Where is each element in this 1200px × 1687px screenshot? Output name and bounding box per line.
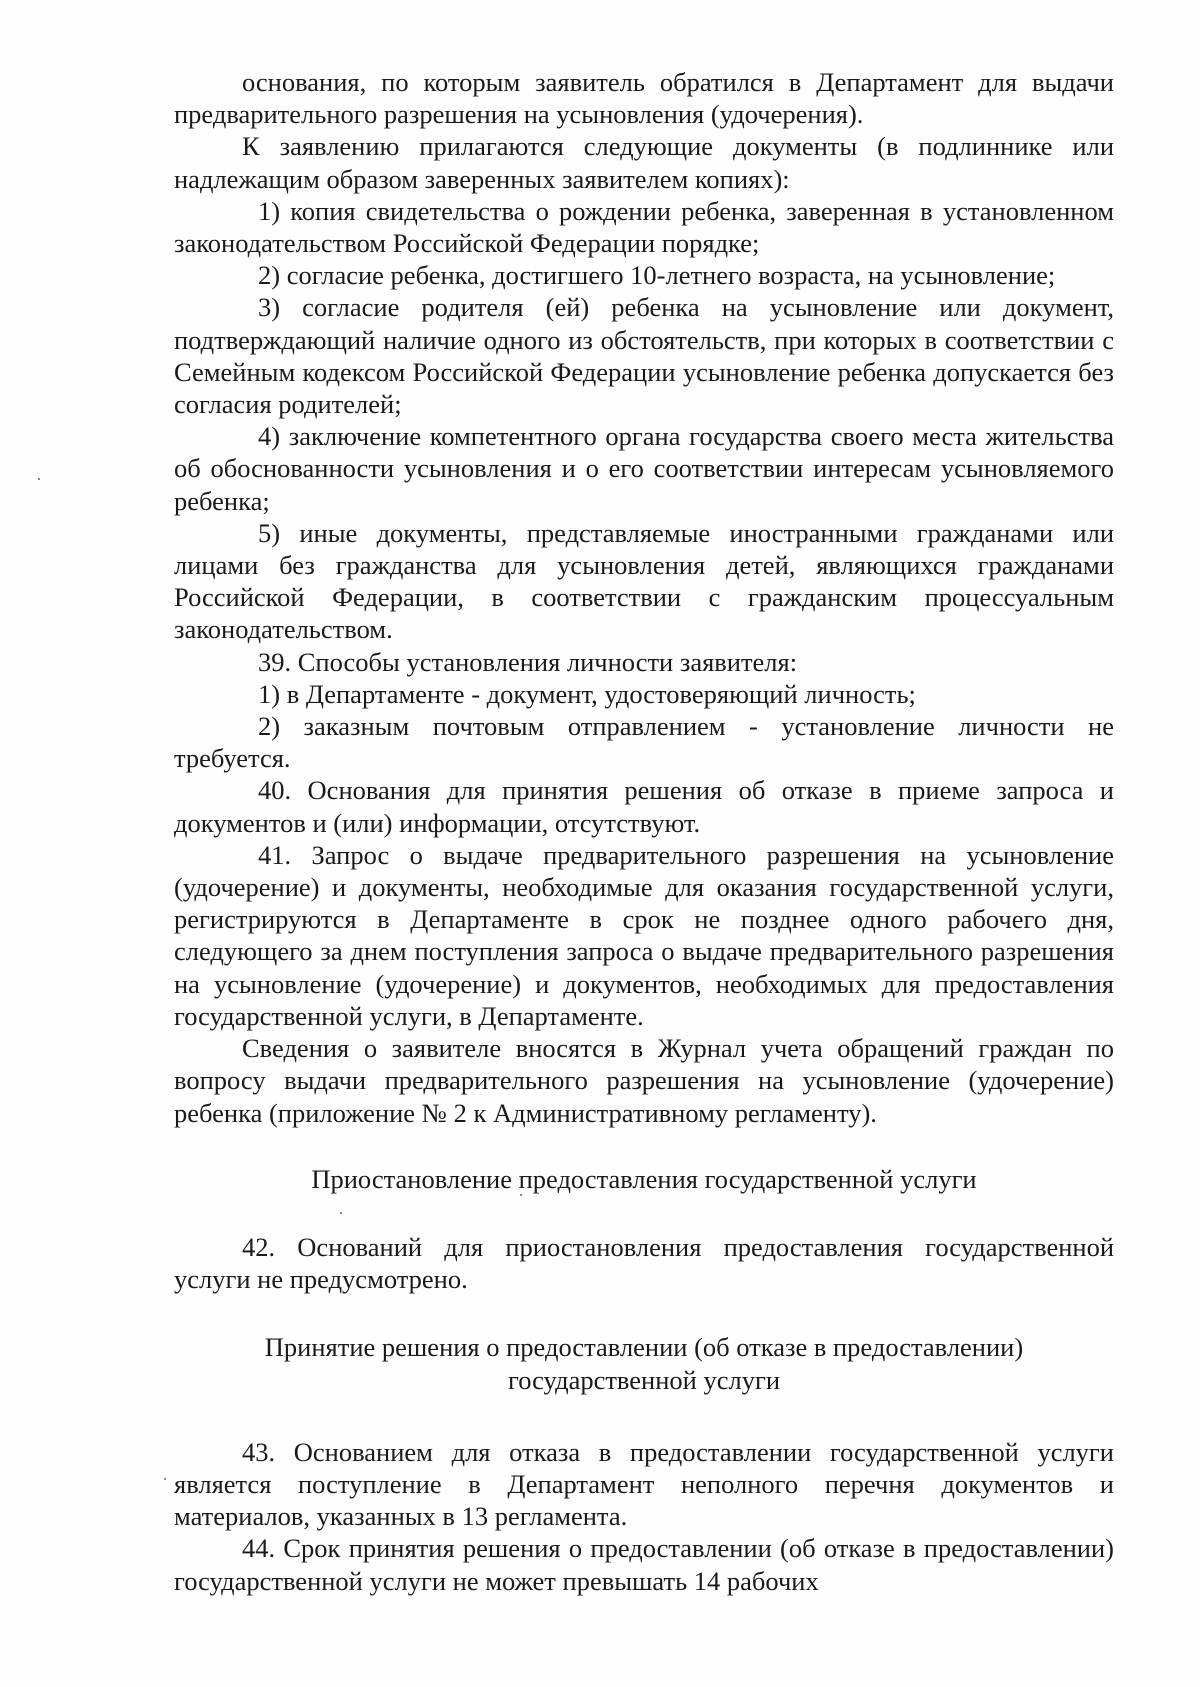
list-item-5: 5) иные документы, представляемые иностранными гражданами или лицами без гражданства для усыновления детей, являющихся гражданами Российской Федерации, в соответствии с гражданским процессуальным законодательством. bbox=[174, 517, 1114, 645]
section-heading-decision-line-1: Принятие решения о предоставлении (об отказе в предоставлении) bbox=[264, 1332, 1024, 1363]
paragraph-39-item-2: 2) заказным почтовым отправлением - установление личности не требуется. bbox=[174, 711, 1114, 774]
scan-speck bbox=[340, 1212, 342, 1214]
spacer bbox=[174, 1129, 1114, 1163]
list-item-4: 4) заключение компетентного органа государства своего места жительства об обоснованности усыновления и о его соответствии интересам усыновляемого ребенка; bbox=[174, 421, 1114, 516]
paragraph-p0: основания, по которым заявитель обратился в Департамент для выдачи предварительного разрешения на усыновления (удочерения). bbox=[174, 67, 1114, 130]
section-heading-decision-line-2: государственной услуги bbox=[507, 1364, 781, 1395]
section-heading-suspension: Приостановление предоставления государственной услуги bbox=[311, 1163, 977, 1194]
list-item-3: 3) согласие родителя (ей) ребенка на усыновление или документ, подтверждающий наличие одного из обстоятельств, при которых в соответствии с Семейным кодексом Российской Федерации усыновление ребенка допускается без согласия родителей; bbox=[174, 292, 1114, 420]
paragraph-journal: Сведения о заявителе вносятся в Журнал учета обращений граждан по вопросу выдачи предварительного разрешения на усыновление (удочерение) ребенка (приложение № 2 к Административному регламенту). bbox=[174, 1033, 1114, 1128]
list-item-2: 2) согласие ребенка, достигшего 10-летнего возраста, на усыновление; bbox=[258, 260, 1056, 291]
scan-speck bbox=[38, 478, 40, 480]
scan-speck bbox=[520, 1194, 522, 1196]
scan-speck bbox=[164, 1478, 166, 1480]
paragraph-p1: К заявлению прилагаются следующие документы (в подлиннике или надлежащим образом заверенных заявителем копиях): bbox=[174, 131, 1114, 194]
paragraph-43: 43. Основанием для отказа в предоставлении государственной услуги является поступление в Департамент неполного перечня документов и материалов, указанных в 13 регламента. bbox=[174, 1436, 1114, 1532]
spacer bbox=[174, 1295, 1114, 1331]
paragraph-41: 41. Запрос о выдаче предварительного разрешения на усыновление (удочерение) и документы, необходимые для оказания государственной услуги, регистрируются в Департаменте в срок не позднее одного рабочего дня, следующего за днем поступления запроса о выдаче предварительного разрешения на усыновление (удочерение) и документов, необходимых для предоставления государственной услуги, в Департаменте. bbox=[174, 839, 1114, 1031]
paragraph-39: 39. Способы установления личности заявителя: bbox=[258, 646, 798, 677]
list-item-1: 1) копия свидетельства о рождении ребенка, заверенная в установленном законодательством Российской Федерации порядке; bbox=[174, 195, 1114, 259]
spacer bbox=[174, 1195, 1114, 1231]
paragraph-39-item-1: 1) в Департаменте - документ, удостоверяющий личность; bbox=[258, 678, 916, 709]
spacer bbox=[174, 1396, 1114, 1436]
document-body bbox=[174, 66, 1114, 1597]
paragraph-42: 42. Оснований для приостановления предоставления государственной услуги не предусмотрено. bbox=[174, 1231, 1114, 1295]
paragraph-40: 40. Основания для принятия решения об отказе в приеме запроса и документов и (или) информации, отсутствуют. bbox=[174, 775, 1114, 838]
paragraph-44: 44. Срок принятия решения о предоставлении (об отказе в предоставлении) государственной услуги не может превышать 14 рабочих bbox=[174, 1533, 1114, 1596]
